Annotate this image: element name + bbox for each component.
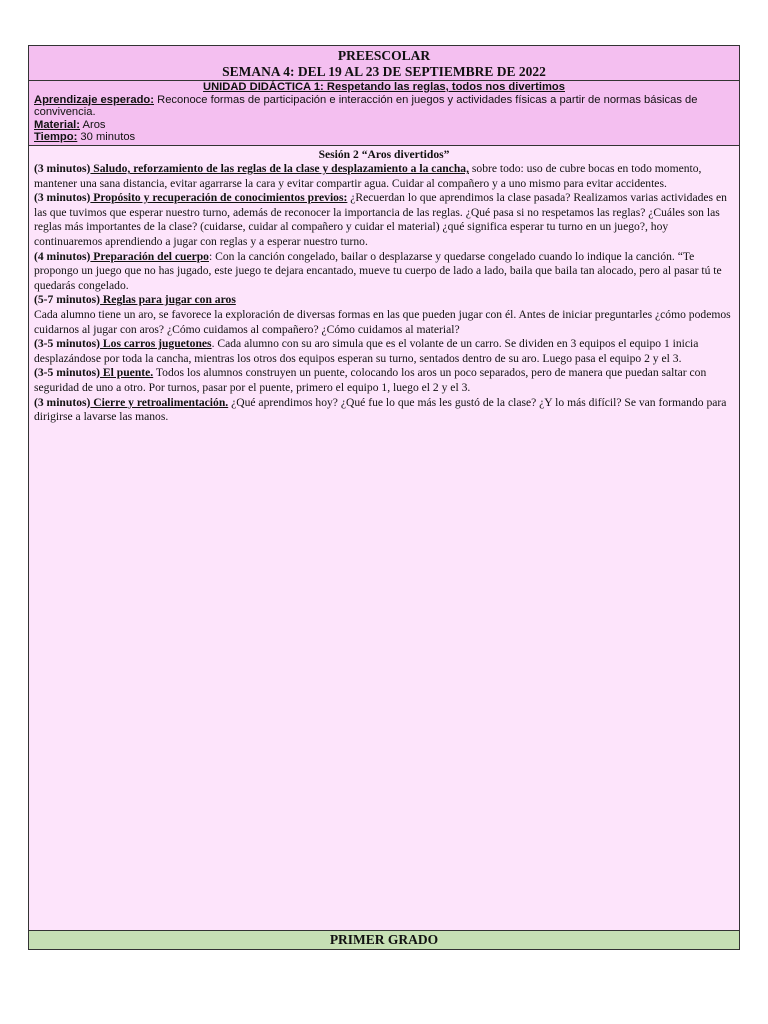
activity-text: Todos los alumnos construyen un puente, colocando los aros un poco separados, pero de manera que puedan saltar con seguridad de uno a otro. Por turnos, pasar por el puente, primero el equipo 1, luego el 2 y el 3.	[34, 366, 707, 394]
activity-bridge	[34, 366, 734, 395]
activity-time: (3 minutos)	[34, 162, 91, 176]
expected-learning	[34, 94, 734, 119]
activity-text: ¿Recuerdan lo que aprendimos la clase pasada? Realizamos varias actividades en las que tuvimos que esperar nuestro turno, además de reconocer la importancia de las reglas. ¿Qué pasa si no respetamos las reglas? ¿Cuáles son las reglas más importantes de la clase? (cuidarse, cuidar al compañero y cuidar el material) ¿qué significa esperar tu turno en un juego?, hoy continuaremos aprendiendo a jugar con reglas y a esperar nuestro turno.	[34, 191, 727, 249]
activity-heading: Saludo, reforzamiento de las reglas de la clase y desplazamiento a la cancha,	[90, 162, 469, 176]
activity-heading: Los carros juguetones	[100, 337, 212, 351]
activity-closing	[34, 396, 734, 425]
activity-text: ¿Qué aprendimos hoy? ¿Qué fue lo que más les gustó de la clase? ¿Y lo más difícil? Se van formando para dirigirse a lavarse las manos.	[34, 395, 727, 424]
activity-toy-cars	[34, 337, 734, 366]
activity-rules-text: Cada alumno tiene un aro, se favorece la exploración de diversas formas en las que pueden jugar con él. Antes de iniciar preguntarles ¿cómo podemos cuidarnos al jugar con aros? ¿Cómo cuidamos al compañero? ¿Cómo cuidamos al material?	[34, 308, 731, 336]
activity-heading: Propósito y recuperación de conocimientos previos:	[90, 191, 348, 205]
session-section	[29, 146, 739, 931]
time-line	[34, 131, 734, 144]
document-header	[29, 46, 739, 81]
time-text: 30 minutos	[77, 131, 136, 143]
grade-footer: PRIMER GRADO	[29, 931, 739, 949]
level-title: PREESCOLAR	[337, 48, 431, 63]
activity-time: (5-7 minutos)	[34, 293, 101, 307]
activity-text: . Cada alumno con su aro simula que es el volante de un carro. Se dividen en 3 equipos el equipo 1 inicia desplazándose por toda la cancha, mientras los otros dos equipos esperan su turno, sentados dentro de su aro. Luego pasa el equipo 2 y el 3.	[34, 337, 699, 365]
activity-time: (3-5 minutos)	[34, 366, 101, 380]
activity-heading: Reglas para jugar con aros	[100, 293, 236, 307]
session-title: Sesión 2 “Aros divertidos”	[318, 147, 450, 161]
activity-time: (3 minutos)	[34, 191, 91, 205]
activity-time: (3 minutos)	[34, 395, 91, 409]
activity-heading: El puente.	[100, 366, 154, 380]
activity-purpose	[34, 191, 734, 249]
activity-heading: Cierre y retroalimentación.	[90, 395, 229, 409]
expected-learning-text: Reconoce formas de participación e interacción en juegos y actividades físicas a partir de normas básicas de convivencia.	[34, 93, 698, 118]
material-label: Material:	[34, 118, 81, 131]
unit-section	[29, 81, 739, 146]
lesson-plan-document	[28, 45, 740, 950]
activity-warmup	[34, 250, 734, 294]
time-label: Tiempo:	[34, 131, 78, 143]
activity-time: (3-5 minutos)	[34, 337, 101, 351]
unit-title: UNIDAD DIDÁCTICA 1: Respetando las reglas, todos nos divertimos	[203, 81, 565, 93]
activity-rules	[34, 293, 734, 308]
activity-heading: Preparación del cuerpo	[90, 249, 209, 263]
activity-text: : Con la canción congelado, bailar o desplazarse y quedarse congelado cuando lo indique la canción. “Te propongo un juego que no has jugado, este juego te dejara encantado, mueve tu cuerpo de lado a lado, baila que baila tan alocado, pero al pasar tú te quedarás congelado.	[34, 249, 722, 292]
week-title: SEMANA 4: DEL 19 AL 23 DE SEPTIEMBRE DE 2022	[222, 64, 546, 79]
expected-learning-label: Aprendizaje esperado:	[34, 93, 154, 106]
material-text: Aros	[80, 118, 106, 131]
activity-text: sobre todo: uso de cubre bocas en todo momento, mantener una sana distancia, evitar agarrarse la cara y evitar compartir agua. Cuidar al compañero y a uno mismo para evitar accidentes.	[34, 162, 702, 190]
activity-time: (4 minutos)	[34, 249, 91, 263]
activity-greeting	[34, 162, 734, 191]
material-line	[34, 119, 734, 132]
